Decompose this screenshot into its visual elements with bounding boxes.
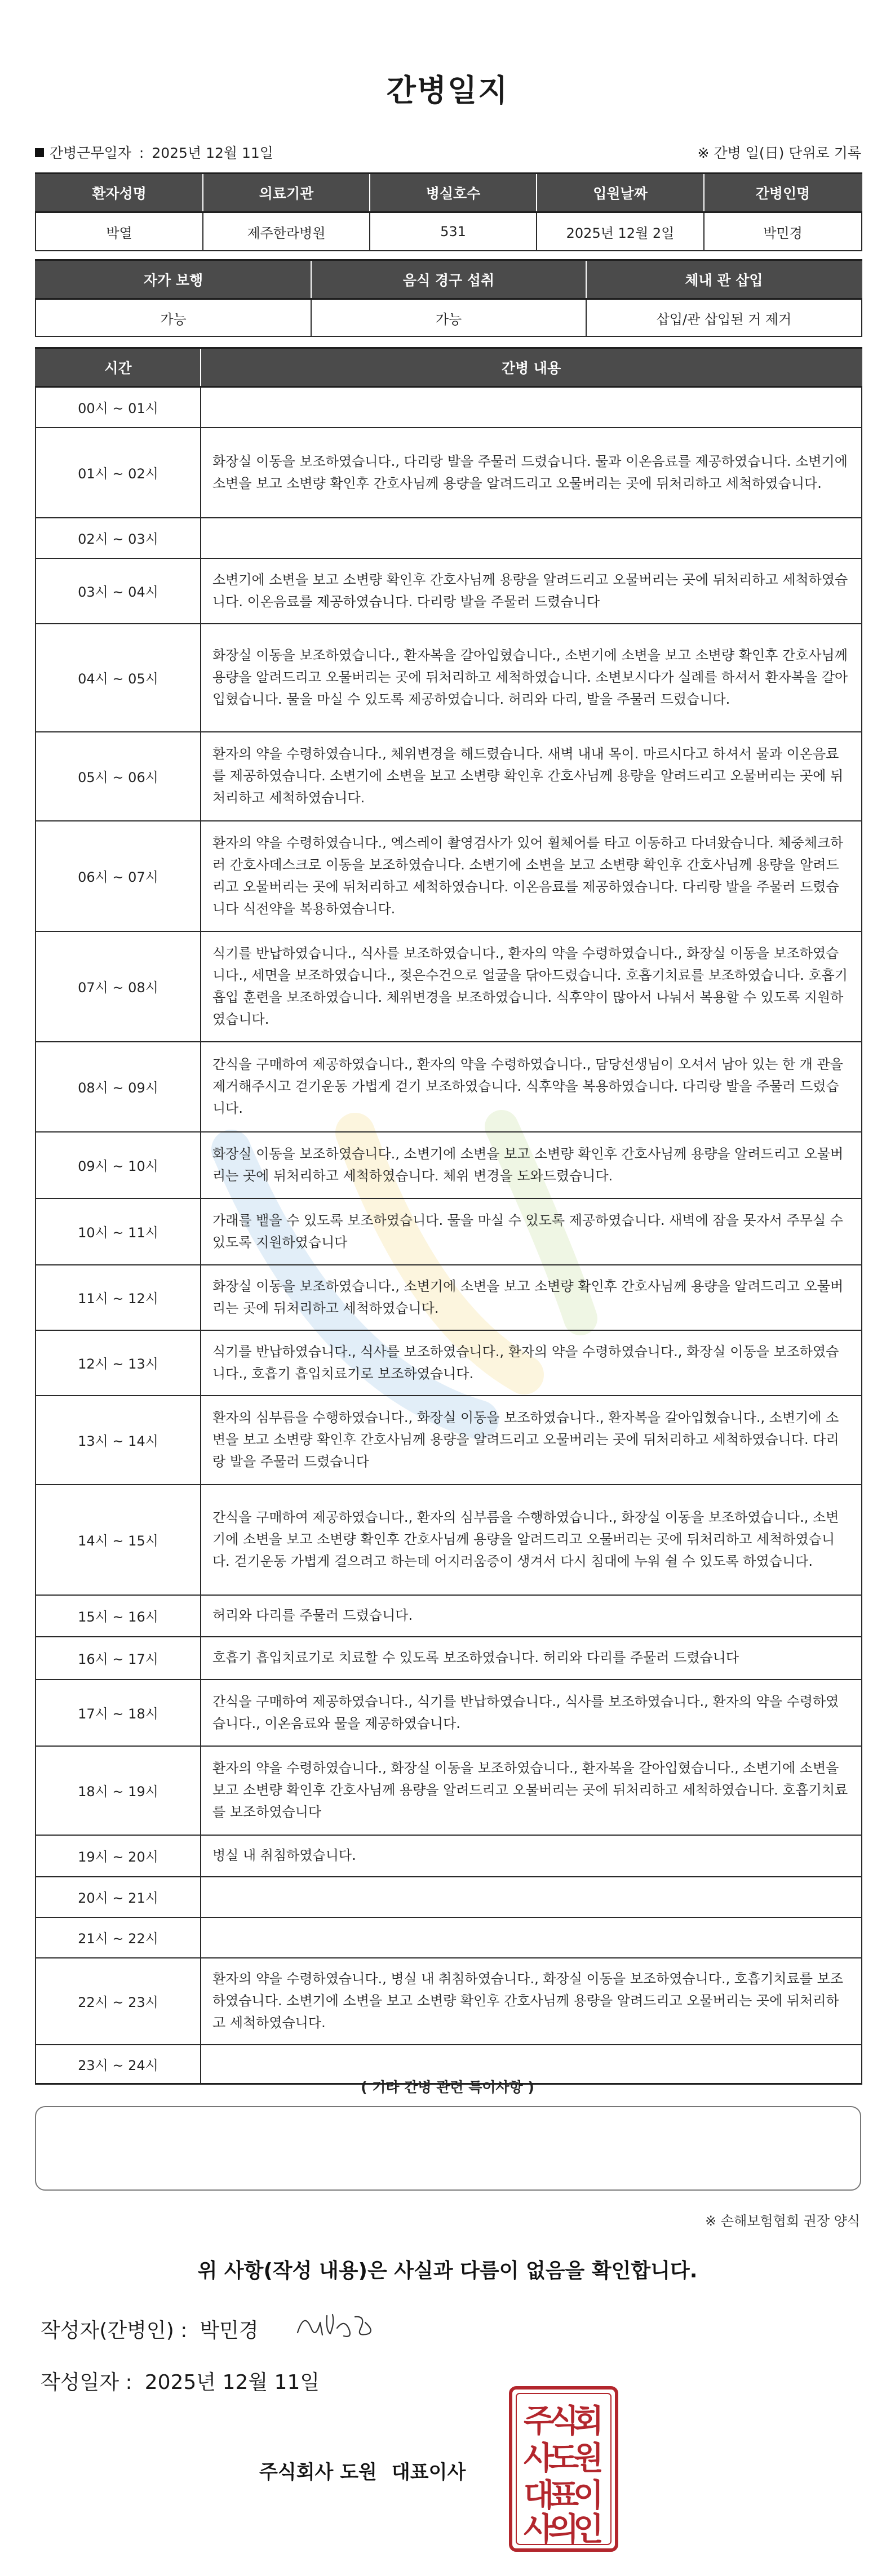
time-slot: 09시 ~ 10시 — [36, 1132, 201, 1198]
work-date-label: 간병근무일자 — [50, 145, 131, 161]
care-log-table — [35, 347, 862, 2085]
caregiver-name: 박민경 — [704, 212, 862, 251]
table-row — [36, 931, 862, 1042]
table-row — [36, 1877, 862, 1917]
care-content: 가래를 뱉을 수 있도록 보조하였습니다. 물을 마실 수 있도록 제공하였습니다. 새벽에 잠을 못자서 주무실 수 있도록 지원하였습니다 — [201, 1198, 862, 1265]
writer-name: 박민경 — [200, 2319, 259, 2342]
self-walking-value: 가능 — [36, 299, 311, 337]
care-status-table — [35, 259, 862, 337]
table-row — [36, 624, 862, 732]
meta-row — [35, 142, 861, 165]
table-row — [36, 428, 862, 518]
header-hospital: 의료기관 — [203, 174, 370, 212]
time-slot: 08시 ~ 09시 — [36, 1042, 201, 1132]
care-content: 식기를 반납하였습니다., 식사를 보조하였습니다., 환자의 약을 수령하였습니다., 화장실 이동을 보조하였습니다., 호흡기 흡입치료기로 보조하였습니다. — [201, 1330, 862, 1396]
table-row — [36, 1835, 862, 1877]
svg-text:의: 의 — [548, 2511, 579, 2548]
svg-text:인: 인 — [573, 2511, 604, 2548]
care-content — [201, 387, 862, 428]
svg-text:식: 식 — [548, 2402, 579, 2440]
table-row — [36, 1637, 862, 1680]
header-room-number: 병실호수 — [370, 174, 537, 212]
care-content: 화장실 이동을 보조하였습니다., 소변기에 소변을 보고 소변량 확인후 간호사님께 용량을 알려드리고 오물버리는 곳에 뒤처리하고 세척하였습니다. — [201, 1265, 862, 1330]
care-content: 소변기에 소변을 보고 소변량 확인후 간호사님께 용량을 알려드리고 오물버리는 곳에 뒤처리하고 세척하였습니다. 이온음료를 제공하였습니다. 다리랑 발을 주물러 드렸습니다 — [201, 558, 862, 624]
care-content — [201, 1877, 862, 1917]
handwritten-signature — [293, 2306, 378, 2345]
care-content: 환자의 약을 수령하였습니다., 엑스레이 촬영검사가 있어 휠체어를 타고 이동하고 다녀왔습니다. 체중체크하러 간호사데스크로 이동을 보조하였습니다. 소변기에 소변을 보고 소변량 확인후 간호사님께 용량을 알려드리고 오물버리는 곳에 뒤처리하고 세척하였습니다. 이온음료를 제공하였습니다. 다리랑 발을 주물러 드렸습니다 식전약을 복용하였습니다. — [201, 821, 862, 931]
time-slot: 16시 ~ 17시 — [36, 1637, 201, 1680]
svg-text:도: 도 — [548, 2440, 579, 2477]
time-slot: 06시 ~ 07시 — [36, 821, 201, 931]
table-row — [36, 1396, 862, 1485]
time-slot: 20시 ~ 21시 — [36, 1877, 201, 1917]
time-slot: 15시 ~ 16시 — [36, 1595, 201, 1637]
time-slot: 10시 ~ 11시 — [36, 1198, 201, 1265]
time-slot: 01시 ~ 02시 — [36, 428, 201, 518]
work-date-separator: : — [139, 145, 144, 161]
time-slot: 14시 ~ 15시 — [36, 1485, 201, 1595]
svg-text:대: 대 — [523, 2477, 555, 2514]
care-status-header-row — [36, 260, 862, 299]
company-seal-icon — [507, 2384, 620, 2553]
header-admission-date: 입원날짜 — [537, 174, 704, 212]
table-row — [36, 1958, 862, 2045]
table-row — [36, 558, 862, 624]
care-content: 간식을 구매하여 제공하였습니다., 환자의 심부름을 수행하였습니다., 화장실 이동을 보조하였습니다., 소변기에 소변을 보고 소변량 확인후 간호사님께 용량을 알려드리고 오물버리는 곳에 뒤처리하고 세척하였습니다. 걷기운동 가볍게 걸으려고 하는데 어지러움증이 생겨서 다시 침대에 누워 쉴 수 있도록 하였습니다. — [201, 1485, 862, 1595]
care-content: 화장실 이동을 보조하였습니다., 다리랑 발을 주물러 드렸습니다. 물과 이온음료를 제공하였습니다. 소변기에 소변을 보고 소변량 확인후 간호사님께 용량을 알려드리고 오물버리는 곳에 뒤처리하고 세척하였습니다. — [201, 428, 862, 518]
time-slot: 17시 ~ 18시 — [36, 1680, 201, 1746]
time-slot: 05시 ~ 06시 — [36, 732, 201, 821]
company-line — [259, 2457, 466, 2484]
time-slot: 18시 ~ 19시 — [36, 1746, 201, 1835]
admission-date: 2025년 12월 2일 — [537, 212, 704, 251]
svg-text:주: 주 — [523, 2402, 555, 2440]
hospital-name: 제주한라병원 — [203, 212, 370, 251]
table-row — [36, 1265, 862, 1330]
patient-name: 박열 — [36, 212, 203, 251]
header-care-content: 간병 내용 — [201, 348, 862, 387]
work-date — [35, 142, 273, 162]
care-content: 화장실 이동을 보조하였습니다., 소변기에 소변을 보고 소변량 확인후 간호사님께 용량을 알려드리고 오물버리는 곳에 뒤처리하고 세척하였습니다. 체위 변경을 도와드렸습니다. — [201, 1132, 862, 1198]
care-content: 식기를 반납하였습니다., 식사를 보조하였습니다., 환자의 약을 수령하였습니다., 화장실 이동을 보조하였습니다., 세면을 보조하였습니다., 젖은수건으로 얼굴을 닦아드렸습니다. 호흡기치료를 보조하였습니다. 호흡기흡입 훈련을 보조하였습니다. 체위변경을 보조하였습니다. 식후약이 많아서 나눠서 복용할 수 있도록 지원하였습니다. — [201, 931, 862, 1042]
care-content: 병실 내 취침하였습니다. — [201, 1835, 862, 1877]
notes-title: ( 기타 간병 관련 특이사항 ) — [361, 2079, 534, 2095]
svg-text:사: 사 — [523, 2511, 555, 2548]
header-time: 시간 — [36, 348, 201, 387]
table-row — [36, 1042, 862, 1132]
square-bullet-icon — [35, 148, 44, 157]
care-content: 환자의 약을 수령하였습니다., 화장실 이동을 보조하였습니다., 환자복을 갈아입혔습니다., 소변기에 소변을 보고 소변량 확인후 간호사님께 용량을 알려드리고 오물버리는 곳에 뒤처리하고 세척하였습니다. 호흡기치료를 보조하였습니다 — [201, 1746, 862, 1835]
time-slot: 00시 ~ 01시 — [36, 387, 201, 428]
care-content: 환자의 약을 수령하였습니다., 체위변경을 해드렸습니다. 새벽 내내 목이. 마르시다고 하셔서 물과 이온음료를 제공하였습니다. 소변기에 소변을 보고 소변량 확인후 간호사님께 용량을 알려드리고 오물버리는 곳에 뒤처리하고 세척하였습니다. — [201, 732, 862, 821]
time-slot: 03시 ~ 04시 — [36, 558, 201, 624]
write-date-label: 작성일자 : — [41, 2371, 132, 2394]
header-patient-name: 환자성명 — [36, 174, 203, 212]
work-date-value: 2025년 12월 11일 — [152, 145, 273, 161]
confirmation-statement: 위 사항(작성 내용)은 사실과 다름이 없음을 확인합니다. — [197, 2259, 698, 2282]
care-content: 화장실 이동을 보조하였습니다., 환자복을 갈아입혔습니다., 소변기에 소변을 보고 소변량 확인후 간호사님께 용량을 알려드리고 오물버리는 곳에 뒤처리하고 세척하였습니다. 소변보시다가 실례를 하셔서 환자복을 갈아입혔습니다. 물을 마실 수 있도록 제공하였습니다. 허리와 다리, 발을 주물러 드렸습니다. — [201, 624, 862, 732]
table-row — [36, 821, 862, 931]
care-log-header-row — [36, 348, 862, 387]
svg-text:회: 회 — [573, 2402, 604, 2440]
oral-intake-value: 가능 — [311, 299, 586, 337]
patient-info-header-row — [36, 174, 862, 212]
svg-text:표: 표 — [548, 2477, 579, 2514]
care-content: 호흡기 흡입치료기로 치료할 수 있도록 보조하였습니다. 허리와 다리를 주물러 드렸습니다 — [201, 1637, 862, 1680]
table-row — [36, 387, 862, 428]
table-row — [36, 1595, 862, 1637]
company-title: 대표이사 — [391, 2461, 466, 2484]
room-number: 531 — [370, 212, 537, 251]
time-slot: 11시 ~ 12시 — [36, 1265, 201, 1330]
patient-info-value-row — [36, 212, 862, 251]
time-slot: 02시 ~ 03시 — [36, 518, 201, 558]
care-status-value-row — [36, 299, 862, 337]
care-content: 허리와 다리를 주물러 드렸습니다. — [201, 1595, 862, 1637]
table-row — [36, 1132, 862, 1198]
unit-note: ※ 간병 일(日) 단위로 기록 — [697, 145, 861, 161]
svg-text:이: 이 — [573, 2477, 604, 2514]
table-row — [36, 732, 862, 821]
table-row — [36, 1330, 862, 1396]
care-content — [201, 1917, 862, 1958]
time-slot: 22시 ~ 23시 — [36, 1958, 201, 2045]
time-slot: 04시 ~ 05시 — [36, 624, 201, 732]
table-row — [36, 1198, 862, 1265]
svg-text:원: 원 — [573, 2440, 604, 2477]
document-title: 간병일지 — [386, 73, 509, 108]
tube-insertion-value: 삽입/관 삽입된 거 제거 — [586, 299, 862, 337]
header-caregiver-name: 간병인명 — [704, 174, 862, 212]
header-tube-insertion: 체내 관 삽입 — [586, 260, 862, 299]
header-self-walking: 자가 보행 — [36, 260, 311, 299]
write-date-line — [41, 2366, 320, 2395]
header-oral-intake: 음식 경구 섭취 — [311, 260, 586, 299]
table-row — [36, 518, 862, 558]
writer-label: 작성자(간병인) : — [41, 2319, 188, 2342]
svg-text:사: 사 — [523, 2440, 555, 2477]
care-content: 환자의 심부름을 수행하였습니다., 화장실 이동을 보조하였습니다., 환자복을 갈아입혔습니다., 소변기에 소변을 보고 소변량 확인후 간호사님께 용량을 알려드리고 오물버리는 곳에 뒤처리하고 세척하였습니다. 다리랑 발을 주물러 드렸습니다 — [201, 1396, 862, 1485]
care-content: 간식을 구매하여 제공하였습니다., 식기를 반납하였습니다., 식사를 보조하였습니다., 환자의 약을 수령하였습니다., 이온음료와 물을 제공하였습니다. — [201, 1680, 862, 1746]
time-slot: 13시 ~ 14시 — [36, 1396, 201, 1485]
time-slot: 07시 ~ 08시 — [36, 931, 201, 1042]
notes-box — [35, 2106, 861, 2191]
table-row — [36, 1746, 862, 1835]
table-row — [36, 1485, 862, 1595]
time-slot: 12시 ~ 13시 — [36, 1330, 201, 1396]
time-slot: 21시 ~ 22시 — [36, 1917, 201, 1958]
association-note: ※ 손해보험협회 권장 양식 — [705, 2213, 860, 2229]
writer-line — [41, 2315, 259, 2343]
time-slot: 19시 ~ 20시 — [36, 1835, 201, 1877]
care-content: 환자의 약을 수령하였습니다., 병실 내 취침하였습니다., 화장실 이동을 보조하였습니다., 호흡기치료를 보조하였습니다. 소변기에 소변을 보고 소변량 확인후 간호사님께 용량을 알려드리고 오물버리는 곳에 뒤처리하고 세척하였습니다. — [201, 1958, 862, 2045]
time-slot: 23시 ~ 24시 — [36, 2045, 201, 2084]
company-name: 주식회사 도원 — [259, 2461, 377, 2484]
table-row — [36, 1917, 862, 1958]
patient-info-table — [35, 172, 862, 251]
table-row — [36, 1680, 862, 1746]
care-content — [201, 518, 862, 558]
write-date-value: 2025년 12월 11일 — [144, 2371, 320, 2394]
care-content: 간식을 구매하여 제공하였습니다., 환자의 약을 수령하였습니다., 담당선생님이 오셔서 남아 있는 한 개 관을 제거해주시고 걷기운동 가볍게 걷기 보조하였습니다. 식후약을 복용하였습니다. 다리랑 발을 주물러 드렸습니다. — [201, 1042, 862, 1132]
